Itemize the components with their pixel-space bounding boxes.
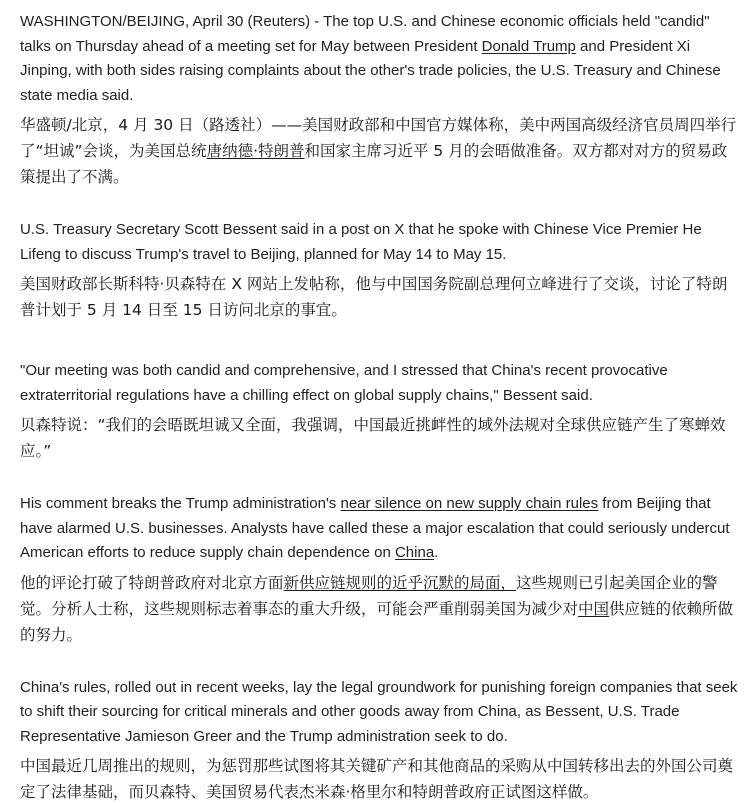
- paragraph-4-english-text-a: His comment breaks the Trump administration's: [20, 495, 340, 512]
- paragraph-1-chinese-text-a: 华盛顿/北京，4 月 30 日（路透社）——美国财政部和中国官方媒体称，美中两国高级经济官员周四举行了“坦诚”会谈，为美国总统: [20, 116, 736, 160]
- paragraph-3-english: "Our meeting was both candid and comprehensive, and I stressed that China's recent provocative extraterritorial regulations have a chilling effect on global supply chains," Bessent said.: [20, 359, 740, 408]
- paragraph-4-chinese-text-b: 这些规则已引起美国企业的警觉。分析人士称，这些规则标志着事态的重大升级，可能会严重削弱美国为减少对: [20, 574, 718, 618]
- paragraph-1-english-text-b: and President Xi Jinping, with both sides raising complaints about the other's trade policies, the U.S. Treasury and Chinese state media said.: [20, 38, 721, 104]
- paragraph-4-chinese: [20, 570, 740, 648]
- paragraph-5-chinese: 中国最近几周推出的规则，为惩罚那些试图将其关键矿产和其他商品的采购从中国转移出去的外国公司奠定了法律基础，而贝森特、美国贸易代表杰米森·格里尔和特朗普政府正试图这样做。: [20, 753, 740, 805]
- paragraph-2-chinese: 美国财政部长斯科特·贝森特在 X 网站上发帖称，他与中国国务院副总理何立峰进行了交谈，讨论了特朗普计划于 5 月 14 日至 15 日访问北京的事宜。: [20, 271, 740, 323]
- spacer: [20, 648, 740, 676]
- article-body: [20, 10, 740, 805]
- paragraph-2: [20, 218, 740, 323]
- paragraph-1-english-text-a: WASHINGTON/BEIJING, April 30 (Reuters) - The top U.S. and Chinese economic officials held "candid" talks on Thursday ahead of a meeting set for May between President: [20, 13, 710, 55]
- spacer: [20, 323, 740, 359]
- supply-chain-rules-link[interactable]: near silence on new supply chain rules: [340, 495, 598, 512]
- paragraph-5: [20, 676, 740, 805]
- paragraph-1: [20, 10, 740, 190]
- paragraph-1-english: [20, 10, 740, 108]
- spacer: [20, 190, 740, 218]
- paragraph-2-english: U.S. Treasury Secretary Scott Bessent said in a post on X that he spoke with Chinese Vice Premier He Lifeng to discuss Trump's travel to Beijing, planned for May 14 to May 15.: [20, 218, 740, 267]
- paragraph-1-chinese: [20, 112, 740, 190]
- paragraph-4-english: [20, 492, 740, 566]
- supply-chain-rules-link-zh[interactable]: 新供应链规则的近乎沉默的局面，: [284, 574, 517, 592]
- paragraph-3: [20, 359, 740, 464]
- donald-trump-link-zh[interactable]: 唐纳德·特朗普: [207, 142, 305, 160]
- paragraph-4-chinese-text-c: 供应链的依赖所做的努力。: [20, 600, 733, 644]
- paragraph-4-chinese-text-a: 他的评论打破了特朗普政府对北京方面: [20, 574, 284, 592]
- paragraph-3-chinese: 贝森特说：“我们的会晤既坦诚又全面，我强调，中国最近挑衅性的域外法规对全球供应链产生了寒蝉效应。”: [20, 412, 740, 464]
- paragraph-4-english-text-b: from Beijing that have alarmed U.S. businesses. Analysts have called these a major escalation that could seriously undercut American efforts to reduce supply chain dependence on: [20, 495, 730, 561]
- china-link[interactable]: China: [395, 544, 434, 561]
- paragraph-4-english-text-c: .: [434, 544, 438, 561]
- paragraph-4: [20, 492, 740, 648]
- spacer: [20, 464, 740, 492]
- paragraph-5-english: China's rules, rolled out in recent weeks, lay the legal groundwork for punishing foreign companies that seek to shift their sourcing for critical minerals and other goods away from China, as Bessent, U.S. Trade Representative Jamieson Greer and the Trump administration seek to do.: [20, 676, 740, 750]
- donald-trump-link[interactable]: Donald Trump: [482, 38, 576, 55]
- paragraph-1-chinese-text-b: 和国家主席习近平 5 月的会晤做准备。双方都对对方的贸易政策提出了不满。: [20, 142, 727, 186]
- china-link-zh[interactable]: 中国: [578, 600, 609, 618]
